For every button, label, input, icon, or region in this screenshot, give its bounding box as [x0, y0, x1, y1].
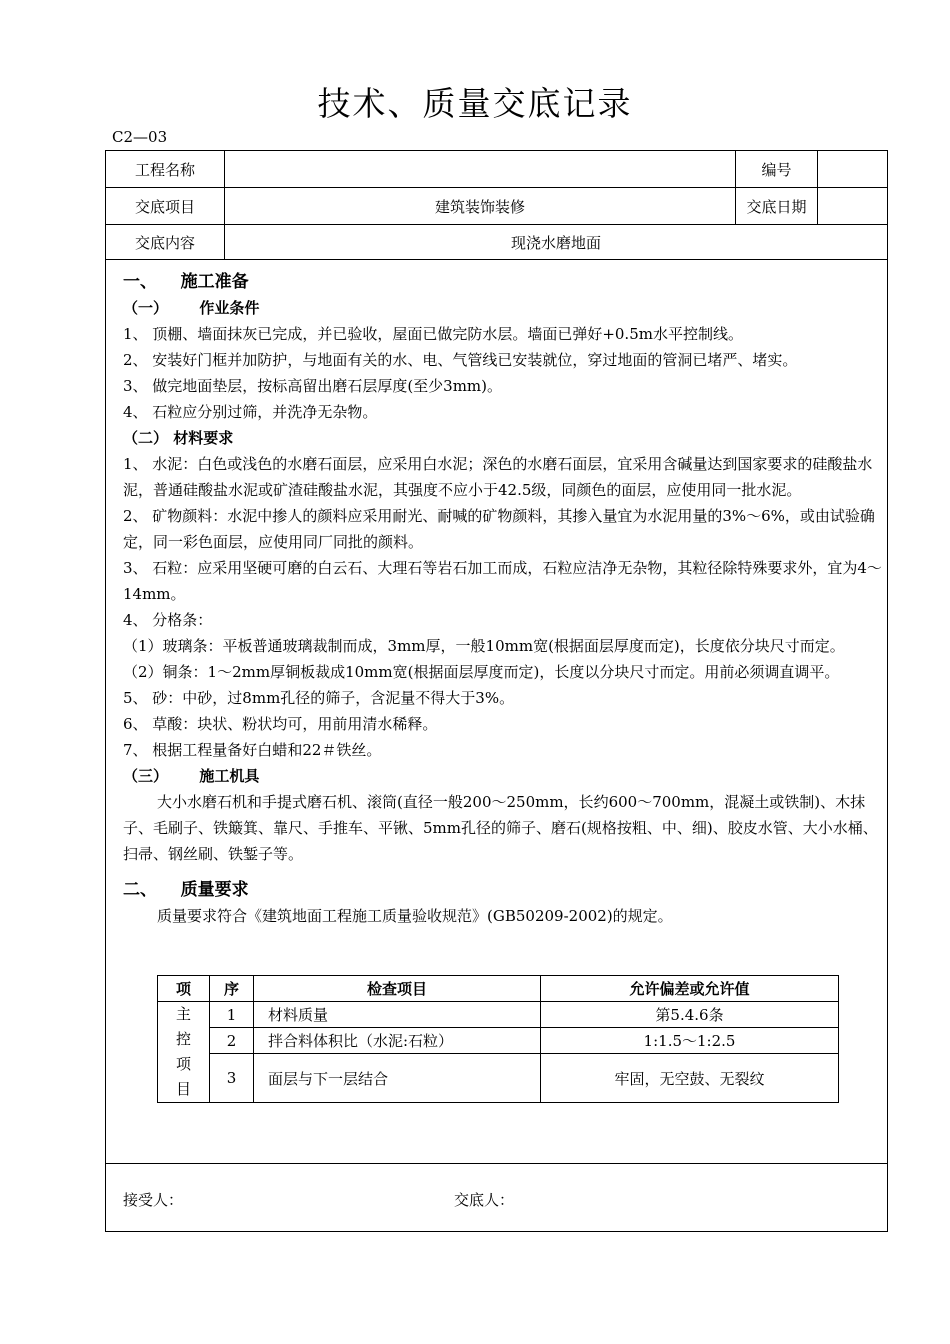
section-1-title: 一、 施工准备	[123, 272, 249, 292]
table-header: 序	[210, 976, 254, 1002]
row-item: 面层与下一层结合	[254, 1054, 541, 1103]
list-item: 3、 做完地面垫层，按标高留出磨石层厚度(至少3mm)。	[123, 377, 503, 395]
tools-text: 大小水磨石机和手提式磨石机、滚筒(直径一般200～250mm，长约600～700mm，混凝土或铁制)、木抹子、毛刷子、铁簸箕、靠尺、手推车、平锹、5mm孔径的筛子、磨石(规格按粗、中、细)、胶皮水管、大小水桶、扫帚、钢丝刷、铁錾子等。	[123, 793, 878, 863]
section-1-2-title: （二） 材料要求	[123, 429, 234, 447]
form-frame	[105, 150, 888, 1232]
list-item: 1、 水泥：白色或浅色的水磨石面层，应采用白水泥；深色的水磨石面层，宜采用含碱量达到国家要求的硅酸盐水泥，普通硅酸盐水泥或矿渣硅酸盐水泥，其强度不应小于42.5级，同颜色的面层，应使用同一批水泥。	[123, 455, 873, 499]
receiver-label: 接受人：	[123, 1191, 184, 1209]
list-item: 7、 根据工程量备好白蜡和22＃铁丝。	[123, 741, 382, 759]
project-name-label: 工程名称	[134, 160, 195, 179]
content-label: 交底内容	[134, 233, 195, 252]
item-value: 建筑装饰装修	[224, 188, 735, 224]
list-item: 2、 矿物颜料：水泥中掺人的颜料应采用耐光、耐喊的矿物颜料，其掺入量宜为水泥用量的3%～6%，或由试验确定，同一彩色面层，应使用同厂同批的颜料。	[123, 507, 875, 551]
form-code: C2—03	[112, 128, 168, 146]
row-item: 拌合料体积比（水泥:石粒）	[254, 1028, 541, 1054]
table-header: 项	[158, 976, 210, 1002]
project-name-value	[224, 151, 735, 187]
table-row	[158, 1002, 839, 1028]
quality-table	[157, 975, 839, 1103]
date-value	[817, 188, 887, 224]
page-title: 技术、质量交底记录	[317, 84, 633, 123]
row-value: 1:1.5～1:2.5	[541, 1028, 839, 1054]
list-item: 2、 安装好门框并加防护，与地面有关的水、电、气管线已安装就位，穿过地面的管洞已堵严、堵实。	[123, 351, 798, 369]
row-value: 牢固，无空鼓、无裂纹	[541, 1054, 839, 1103]
row-no: 2	[210, 1028, 254, 1054]
item-label: 交底项目	[134, 197, 195, 216]
header-row-content	[106, 225, 887, 260]
list-item: 4、 分格条：	[123, 611, 213, 629]
list-item: 6、 草酸：块状、粉状均可，用前用清水稀释。	[123, 715, 438, 733]
row-no: 3	[210, 1054, 254, 1103]
date-label: 交底日期	[735, 188, 817, 224]
body-content	[123, 269, 883, 929]
list-item: 3、 石粒：应采用坚硬可磨的白云石、大理石等岩石加工而成，石粒应洁净无杂物，其粒径除特殊要求外，宜为4～14mm。	[123, 559, 882, 603]
row-value: 第5.4.6条	[541, 1002, 839, 1028]
list-item: （1）玻璃条：平板普通玻璃裁制而成，3mm厚，一般10mm宽(根据面层厚度而定)，长度依分块尺寸而定。	[123, 637, 845, 655]
section-2-title: 二、 质量要求	[123, 880, 249, 900]
signature-row	[106, 1163, 887, 1234]
row-no: 1	[210, 1002, 254, 1028]
table-row	[158, 1028, 839, 1054]
number-label: 编号	[735, 151, 817, 187]
quality-text: 质量要求符合《建筑地面工程施工质量验收规范》(GB50209-2002)的规定。	[157, 907, 673, 925]
header-row-project	[106, 151, 887, 188]
content-value: 现浇水磨地面	[224, 225, 887, 259]
list-item: 4、 石粒应分别过筛，并洗净无杂物。	[123, 403, 378, 421]
list-item: 5、 砂：中砂，过8mm孔径的筛子，含泥量不得大于3%。	[123, 689, 515, 707]
section-1-1-title: （一） 作业条件	[123, 299, 260, 317]
table-header: 检查项目	[254, 976, 541, 1002]
list-item: （2）铜条：1～2mm厚铜板裁成10mm宽(根据面层厚度而定)，长度以分块尺寸而定。用前必须调直调平。	[123, 663, 840, 681]
section-1-3-title: （三） 施工机具	[123, 767, 260, 785]
table-row	[158, 1054, 839, 1103]
row-item: 材料质量	[254, 1002, 541, 1028]
header-row-item	[106, 188, 887, 225]
list-item: 1、 顶棚、墙面抹灰已完成，并已验收，屋面已做完防水层。墙面已弹好+0.5m水平控制线。	[123, 325, 743, 343]
number-value	[817, 151, 887, 187]
presenter-label: 交底人：	[454, 1191, 515, 1209]
table-header: 允许偏差或允许值	[541, 976, 839, 1002]
table-header-row	[158, 976, 839, 1002]
group-label: 主控项目	[158, 1002, 210, 1103]
